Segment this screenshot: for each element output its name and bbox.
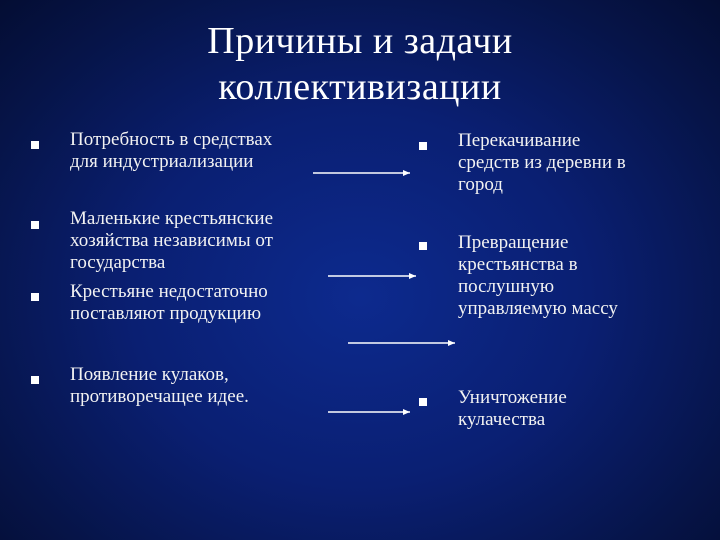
title-line-1: Причины и задачи bbox=[207, 20, 513, 62]
task-1-line-3: город bbox=[458, 174, 503, 195]
cause-2-line-3: государства bbox=[70, 252, 166, 273]
task-2-line-2: крестьянства в bbox=[458, 254, 578, 275]
cause-4-line-2: противоречащее идее. bbox=[70, 386, 249, 407]
cause-2-line-2: хозяйства независимы от bbox=[70, 230, 273, 251]
task-2-line-3: послушную bbox=[458, 276, 555, 297]
title-line-2: коллективизации bbox=[218, 66, 502, 108]
cause-3-line-1: Крестьяне недостаточно bbox=[70, 281, 268, 302]
task-3-line-2: кулачества bbox=[458, 409, 546, 430]
cause-4-line-1: Появление кулаков, bbox=[70, 364, 229, 385]
cause-1-line-2: для индустриализации bbox=[70, 151, 254, 172]
task-2-line-4: управляемую массу bbox=[458, 298, 618, 319]
cause-1-line-1: Потребность в средствах bbox=[70, 129, 273, 150]
task-1-line-2: средств из деревни в bbox=[458, 152, 626, 173]
task-2-line-1: Превращение bbox=[458, 232, 569, 253]
task-1-line-1: Перекачивание bbox=[458, 130, 581, 151]
cause-3-line-2: поставляют продукцию bbox=[70, 303, 262, 324]
cause-2-line-1: Маленькие крестьянские bbox=[70, 208, 274, 229]
task-3-line-1: Уничтожение bbox=[458, 387, 567, 408]
